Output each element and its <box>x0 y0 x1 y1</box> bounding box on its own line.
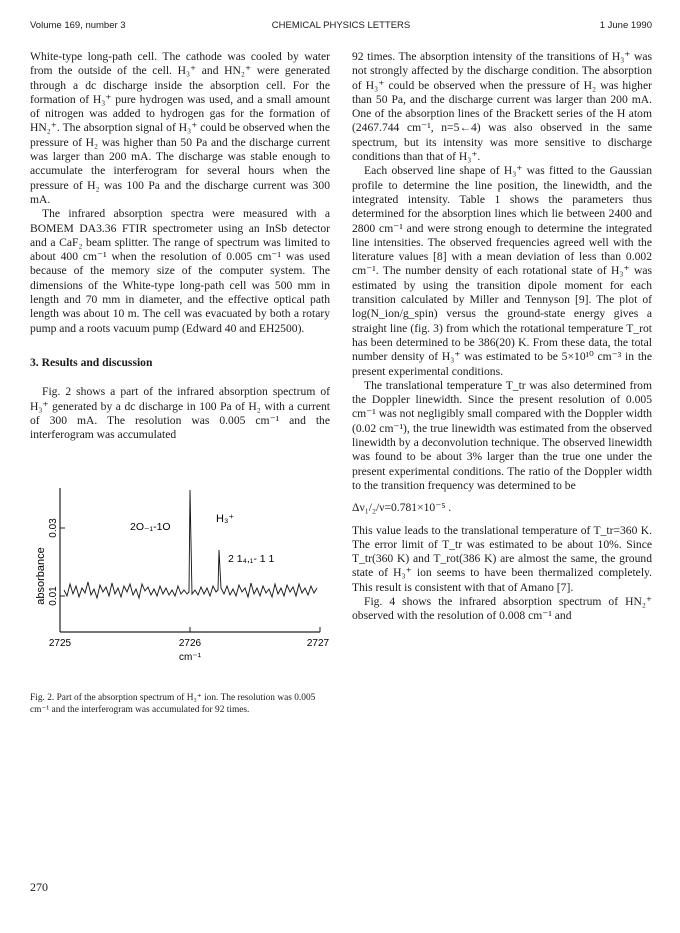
equation: Δν₁/₂/ν=0.781×10⁻⁵ . <box>352 501 452 515</box>
peak-label: 2 1₄,₁- 1 1 <box>228 553 275 566</box>
journal-name: CHEMICAL PHYSICS LETTERS <box>271 20 411 31</box>
issue-date: 1 June 1990 <box>599 20 652 31</box>
peak-label: 2O₋₁-1O <box>130 521 171 534</box>
right-column <box>352 50 652 624</box>
paragraph: 92 times. The absorption intensity of the transitions of H₃⁺ was not strongly affected by the discharge condition. The absorption of H₃⁺ could be observed when the pressure of H₂ was higher than 50 Pa, and the discharge current was larger than 200 mA. One of the absorption lines of the Brackett series of the H atom (2467.744 cm⁻¹, n=5←4) was also observed in the same spectrum, but its intensity was more sensitive to discharge conditions than that of H₃⁺. <box>352 50 652 164</box>
paragraph: This value leads to the translational temperature of T_tr=360 K. The error limit of T_tr was estimated to be about 10%. Since T_tr(360 K) and T_rot(386 K) are almost the same, the ground state of H₃⁺ ion seems to have been thermalized completely. This result is consistent with that of Amano [7]. <box>352 523 652 594</box>
x-tick-label: 2725 <box>48 638 72 650</box>
paragraph: Fig. 2 shows a part of the infrared absorption spectrum of H₃⁺ generated by a dc discharge in 100 Pa of H₂ with a current of 300 mA. The resolution was 0.005 cm⁻¹ and the interferogram was accumulated <box>30 385 330 442</box>
x-tick-label: 2727 <box>306 638 330 650</box>
paragraph: Each observed line shape of H₃⁺ was fitted to the Gaussian profile to determine the line position, the linewidth, and the integrated intensity. Table 1 shows the parameters thus determined for the absorption lines which lie between 2400 and 2800 cm⁻¹ and were strong enough to determine the integrated line intensities. The observed frequencies agreed well with the literature values [8] with a mean deviation of less than 0.002 cm⁻¹. The number density of each rotational state of H₃⁺ was estimated by using the transition dipole moment for each transition calculated by Miller and Tennyson [9]. The plot of log(N_ion/g_spin) versus the ground-state energy gives a straight line (fig. 3) from which the rotational temperature T_rot has been determined to be 386(20) K. From these data, the total number density of H₃⁺ was estimated to be 5×10¹⁰ cm⁻³ in the present experimental conditions. <box>352 164 652 378</box>
y-tick-label: 0.01 <box>48 586 59 607</box>
paragraph: The infrared absorption spectra were measured with a BOMEM DA3.36 FTIR spectrometer using an InSb detector and a CaF₂ beam splitter. The range of spectrum was limited to about 400 cm⁻¹ when the resolution of 0.005 cm⁻¹ was used because of the memory size of the computer system. The dimensions of the White-type long-path cell was 500 mm in length and 70 mm in diameter, and the effective optical path length was about 10 m. The cell was evacuated by both a rotary pump and a roots vacuum pump (Edward 40 and EH2500). <box>30 207 330 335</box>
figure-2 <box>30 478 330 688</box>
running-header <box>30 20 652 34</box>
section-heading: 3. Results and discussion <box>30 355 153 369</box>
y-axis-label: absorbance <box>35 547 47 606</box>
left-column <box>30 50 330 716</box>
x-axis-unit: cm⁻¹ <box>179 652 201 664</box>
species-label: H₃⁺ <box>216 513 235 526</box>
y-tick-label: 0.03 <box>48 518 59 539</box>
paragraph: The translational temperature T_tr was also determined from the Doppler linewidth. Since the present resolution of 0.005 cm⁻¹ was not negligibly small compared with the Doppler width (0.02 cm⁻¹), the true linewidth was estimated from the observed linewidth by a deconvolution technique. The observed linewidth was found to be about 3% larger than the true one under the present experimental conditions. The ratio of the Doppler width to the transition frequency was determined to be <box>352 378 652 492</box>
page-number: 270 <box>30 880 48 894</box>
x-tick-label: 2726 <box>178 638 202 650</box>
spectrum-plot <box>30 478 330 688</box>
figure-caption: Fig. 2. Part of the absorption spectrum of H₃⁺ ion. The resolution was 0.005 cm⁻¹ and the interferogram was accumulated for 92 times. <box>30 693 316 716</box>
paragraph: Fig. 4 shows the infrared absorption spectrum of HN₂⁺ observed with the resolution of 0.008 cm⁻¹ and <box>352 594 652 623</box>
spectrum-trace <box>64 490 317 598</box>
volume-info: Volume 169, number 3 <box>30 20 126 31</box>
paragraph: White-type long-path cell. The cathode was cooled by water from the outside of the cell. H₃⁺ and HN₂⁺ were generated through a dc discharge inside the absorption cell. For the formation of H₃⁺ pure hydrogen was used, and a small amount of nitrogen was added to hydrogen gas for the formation of HN₂⁺. The absorption signal of H₃⁺ could be observed when the pressure of H₂ was higher than 50 Pa and the discharge current was larger than 200 mA. The discharge was stable enough to accumulate the interferogram for several hours when the pressure of H₂ was 100 Pa and the discharge current was 300 mA. <box>30 50 330 206</box>
